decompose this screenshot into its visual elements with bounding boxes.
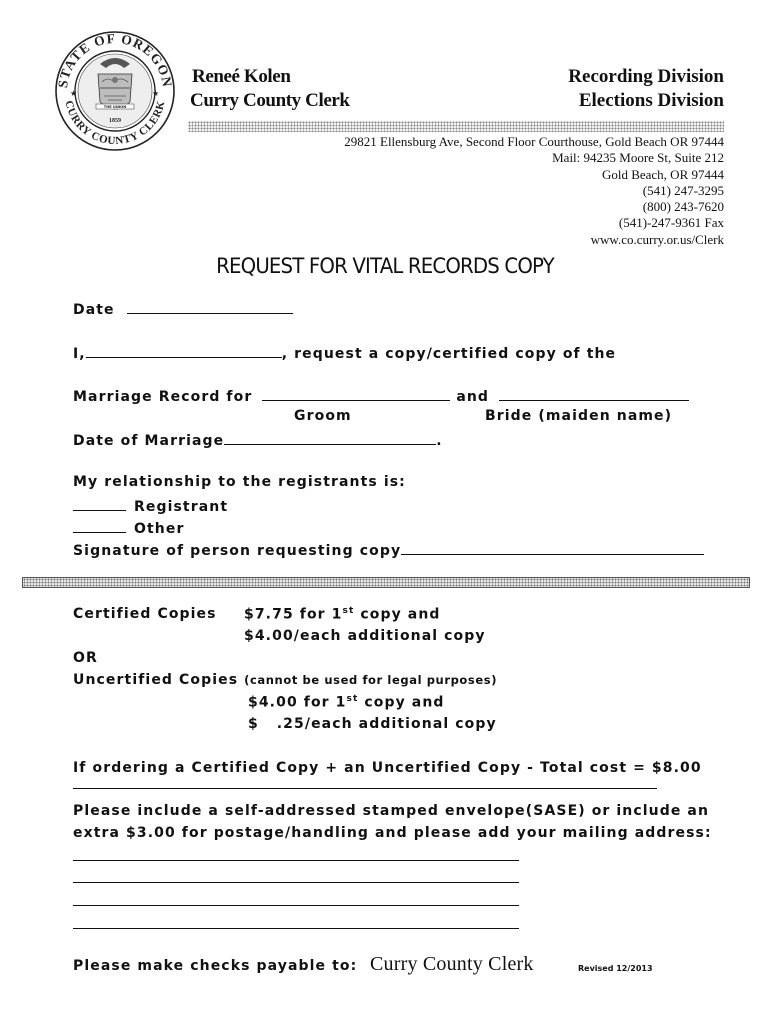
uncertified-copies-label: Uncertified Copies [73,672,239,688]
address-line: 29821 Ellensburg Ave, Second Floor Courthouse, Gold Beach OR 97444 [344,134,724,149]
seal-bottom-text: CURRY COUNTY CLERK [62,99,168,148]
signature-label: Signature of person requesting copy [73,543,402,559]
combo-cost-note: If ordering a Certified Copy + an Uncertified Copy - Total cost = $8.00 [73,760,702,776]
seal-top-text: STATE OF OREGON [54,30,176,89]
seal-star-left: ★ [70,89,78,98]
recording-division: Recording Division [568,66,724,87]
date-field[interactable] [127,299,293,314]
relationship-label: My relationship to the registrants is: [73,474,406,490]
mailing-address-line-3[interactable] [73,905,519,906]
mailing-address-line-1[interactable] [73,860,519,861]
website-line: www.co.curry.or.us/Clerk [590,231,724,247]
date-label: Date [73,302,115,318]
uncertified-first-copy-fee [248,694,445,711]
signature-field[interactable] [401,540,704,555]
combo-underline [73,788,657,789]
groom-field[interactable] [262,386,450,401]
and-label: and [456,389,490,405]
date-row [73,299,293,318]
certified-copies-label: Certified Copies [73,606,217,622]
or-label: OR [73,650,98,666]
sase-instruction-1: Please include a self-addressed stamped envelope(SASE) or include an [73,803,710,819]
bride-field[interactable] [499,386,689,401]
checks-payable-label: Please make checks payable to: [73,958,358,974]
seal-year: 1859 [109,118,121,124]
mail-address-line: Mail: 94235 Moore St, Suite 212 [552,150,724,166]
cert-first-sup: st [342,606,355,616]
uncertified-additional-fee: $ .25/each additional copy [248,716,497,732]
address-block [344,134,724,248]
certified-additional-fee: $4.00/each additional copy [244,628,486,644]
tollfree-phone-line: (800) 243-7620 [642,199,724,215]
revised-date: Revised 12/2013 [578,964,653,973]
county-seal [54,30,176,152]
request-text: , request a copy/certified copy of the [281,346,617,362]
payee-name: Curry County Clerk [370,953,534,975]
requester-row [73,343,616,362]
clerk-name: Reneé Kolen [192,66,291,87]
cert-first-tail: copy and [354,606,441,623]
marriage-record-row [73,386,689,405]
mailing-address-line-4[interactable] [73,928,519,929]
date-of-marriage-row [73,430,443,449]
fax-line: (541)-247-9361 Fax [618,215,724,231]
city-line: Gold Beach, OR 97444 [601,166,724,182]
groom-label: Groom [294,408,352,424]
registrant-label: Registrant [134,499,229,515]
mailing-address-line-2[interactable] [73,882,519,883]
date-of-marriage-field[interactable] [224,430,436,445]
uncertified-row [73,672,497,688]
sase-instruction-2: extra $3.00 for postage/handling and please add your mailing address: [73,825,712,841]
registrant-checkline[interactable] [73,496,126,511]
elections-division: Elections Division [578,90,724,111]
section-divider [22,577,750,588]
marriage-record-label: Marriage Record for [73,389,253,405]
registrant-row [73,496,228,515]
form-title: REQUEST FOR VITAL RECORDS COPY [216,254,554,278]
i-label: I, [73,346,86,362]
uncert-first-sup: st [346,694,359,704]
header-divider [188,121,724,132]
uncertified-note: (cannot be used for legal purposes) [244,673,498,687]
uncert-first-text: $4.00 for 1 [248,694,347,711]
requester-name-field[interactable] [86,343,282,358]
other-checkline[interactable] [73,518,126,533]
seal-center-text: THE UNION [103,105,127,109]
certified-first-copy-fee [244,606,441,623]
period: . [436,433,443,449]
other-row [73,518,184,537]
date-of-marriage-label: Date of Marriage [73,433,225,449]
cert-first-text: $7.75 for 1 [244,606,343,623]
seal-star-right: ★ [152,89,160,98]
signature-row [73,540,704,559]
other-label: Other [134,521,185,537]
clerk-title: Curry County Clerk [190,90,350,111]
uncert-first-tail: copy and [358,694,445,711]
phone-line: (541) 247-3295 [642,182,724,198]
bride-label: Bride (maiden name) [485,408,673,424]
